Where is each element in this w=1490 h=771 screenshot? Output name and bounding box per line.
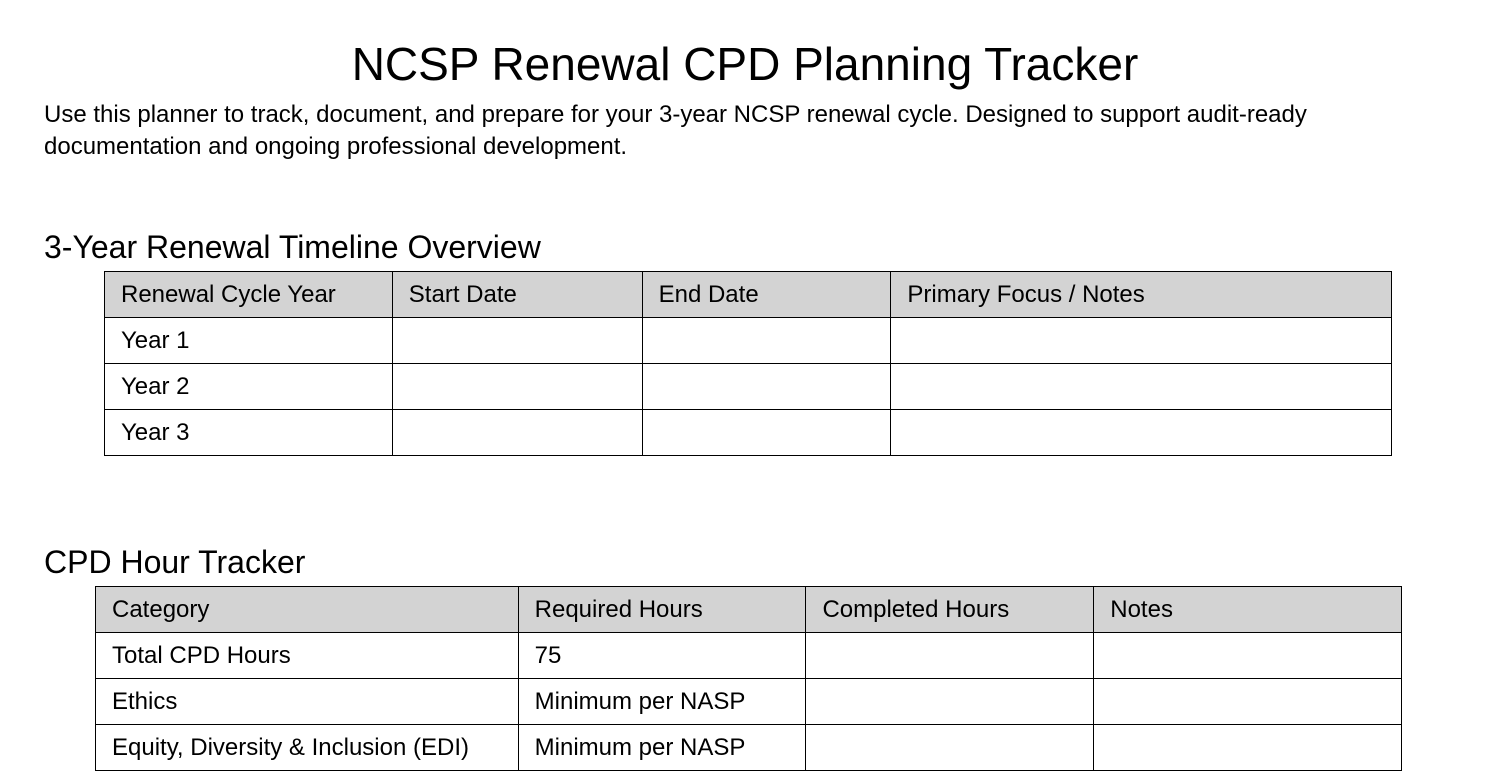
intro-text: Use this planner to track, document, and prepare for your 3-year NCSP renewal cycle. Designed to support audit-ready documentation and ongoing professional development. [44, 101, 1307, 160]
year-cell: Year 3 [105, 410, 393, 456]
end-date-cell[interactable] [642, 364, 891, 410]
category-cell: Equity, Diversity & Inclusion (EDI) [96, 725, 519, 771]
header-cell: End Date [642, 272, 891, 318]
year-cell: Year 2 [105, 364, 393, 410]
table-row [96, 633, 1402, 679]
table-row [105, 410, 1392, 456]
notes-cell[interactable] [1094, 633, 1402, 679]
notes-cell[interactable] [891, 410, 1392, 456]
completed-hours-cell[interactable] [806, 633, 1094, 679]
header-cell: Start Date [392, 272, 642, 318]
required-hours-cell: Minimum per NASP [518, 725, 806, 771]
table-header-row [105, 272, 1392, 318]
table-row [105, 318, 1392, 364]
header-cell: Required Hours [518, 587, 806, 633]
notes-cell[interactable] [891, 318, 1392, 364]
table-header-row [96, 587, 1402, 633]
timeline-table [104, 271, 1392, 456]
timeline-heading: 3-Year Renewal Timeline Overview [44, 229, 541, 265]
completed-hours-cell[interactable] [806, 679, 1094, 725]
category-cell: Total CPD Hours [96, 633, 519, 679]
start-date-cell[interactable] [392, 364, 642, 410]
notes-cell[interactable] [1094, 679, 1402, 725]
header-cell: Primary Focus / Notes [891, 272, 1392, 318]
cpd-heading: CPD Hour Tracker [44, 544, 306, 580]
cpd-table [95, 586, 1402, 771]
table-row [105, 364, 1392, 410]
notes-cell[interactable] [891, 364, 1392, 410]
required-hours-cell: Minimum per NASP [518, 679, 806, 725]
category-cell: Ethics [96, 679, 519, 725]
year-cell: Year 1 [105, 318, 393, 364]
start-date-cell[interactable] [392, 318, 642, 364]
end-date-cell[interactable] [642, 318, 891, 364]
required-hours-cell: 75 [518, 633, 806, 679]
header-cell: Renewal Cycle Year [105, 272, 393, 318]
start-date-cell[interactable] [392, 410, 642, 456]
header-cell: Completed Hours [806, 587, 1094, 633]
page-title: NCSP Renewal CPD Planning Tracker [351, 38, 1139, 90]
header-cell: Notes [1094, 587, 1402, 633]
table-row [96, 679, 1402, 725]
header-cell: Category [96, 587, 519, 633]
end-date-cell[interactable] [642, 410, 891, 456]
